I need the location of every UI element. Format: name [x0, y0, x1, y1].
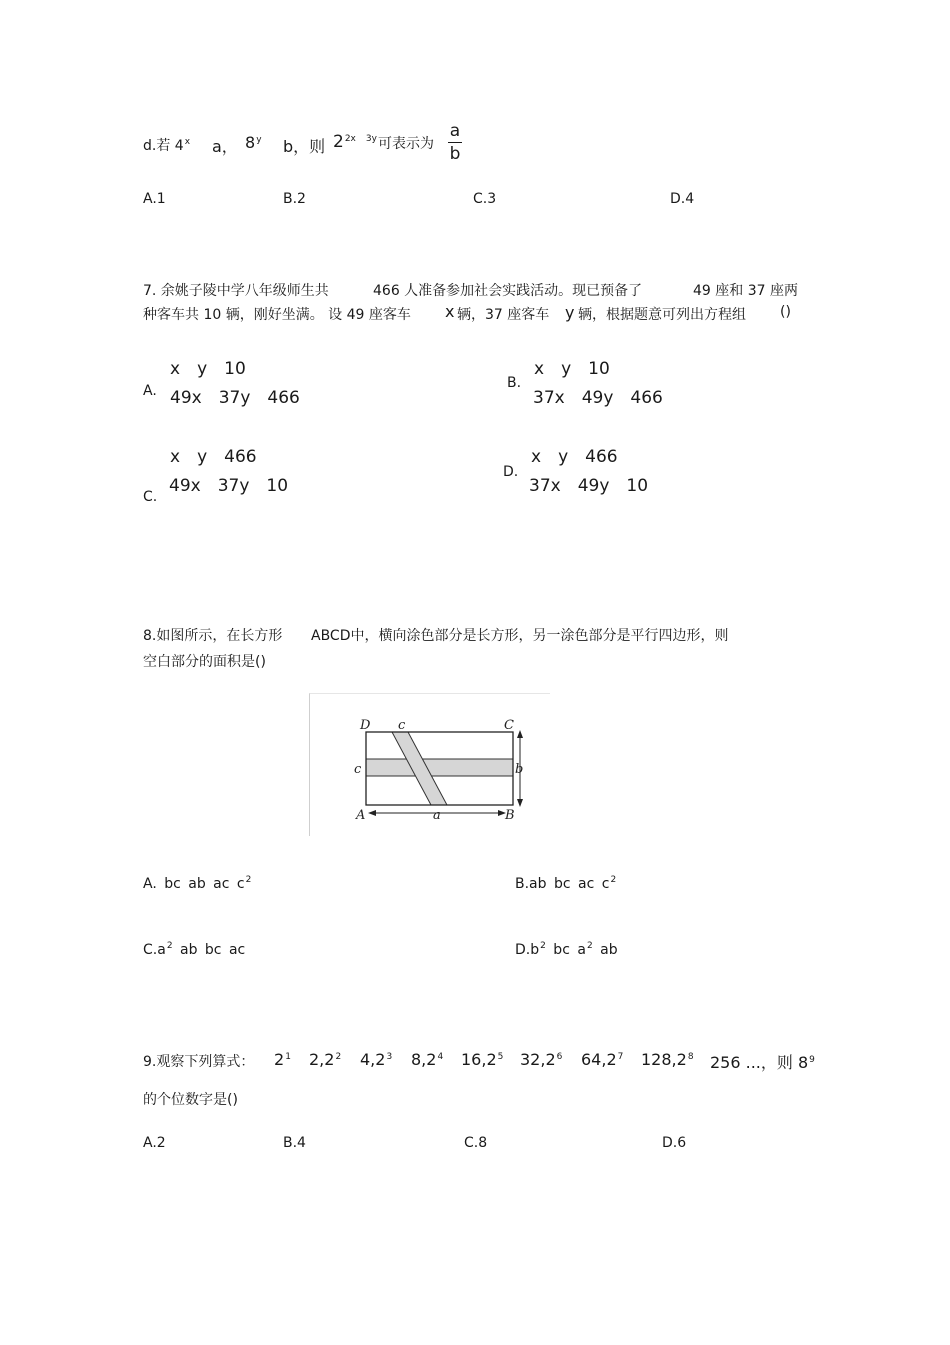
q6-prefix: d.若 4	[143, 138, 184, 154]
q7-line2-b: 辆，37 座客车	[457, 307, 550, 323]
rectangle-figure	[309, 693, 550, 836]
q6-option-a: A.1	[143, 191, 166, 207]
q9-term-4: $8,2^4$	[411, 1050, 444, 1069]
label-c-left: c	[354, 762, 362, 777]
q7-line2-a: 种客车共 10 辆，刚好坐满。 设 49 座客车	[143, 307, 411, 323]
q8-option-b: B.ab bc ac $c^2$	[515, 875, 617, 892]
q9-prefix: 9.观察下列算式：	[143, 1054, 255, 1070]
q8-line2: 空白部分的面积是()	[143, 654, 266, 670]
q6-option-d: D.4	[670, 191, 695, 207]
q6-eight: 8$^y$	[245, 133, 262, 152]
q7-option-c-row2: 49x 37y 10	[169, 476, 289, 496]
q7-line1-a: 7. 余姚子陵中学八年级师生共	[143, 283, 329, 299]
q7-line2-c: 辆，根据题意可列出方程组	[578, 307, 746, 323]
q8-line1-a: 8.如图所示，在长方形	[143, 628, 283, 644]
q7-line2-y: y	[565, 303, 575, 322]
q9-term-2: $2,2^2$	[309, 1050, 342, 1069]
q6-option-b: B.2	[283, 191, 306, 207]
label-a: A	[356, 808, 366, 823]
q6-option-c: C.3	[473, 191, 497, 207]
q6-a: a，	[212, 137, 238, 156]
q6-fraction	[448, 121, 462, 164]
fraction-bar	[448, 142, 462, 143]
q8-option-d: $D.b^2$ bc $a^2$ ab	[515, 941, 618, 958]
q9-term-3: $4,2^3$	[360, 1050, 393, 1069]
q8-option-c: $C.a^2$ ab bc ac	[143, 941, 246, 958]
q7-option-d-label: D.	[503, 464, 519, 480]
b-arrow-head-top	[517, 730, 523, 738]
q7-option-b-row2: 37x 49y 466	[533, 388, 663, 408]
q7-option-b-row1: x y 10	[534, 359, 610, 379]
q7-line1-b: 466 人准备参加社会实践活动。现已预备了	[373, 283, 643, 299]
q7-option-d-row1: x y 466	[531, 447, 618, 467]
q9-term-6: 32,2$^6$	[520, 1050, 563, 1069]
q9-term-8: 128,2$^8$	[641, 1050, 694, 1069]
q9-line2: 的个位数字是()	[143, 1092, 238, 1108]
q7-option-a-label: A.	[143, 383, 157, 399]
q6-can-be: 可表示为	[378, 136, 434, 152]
q6-frac-den: b	[449, 144, 461, 164]
q9-option-c: C.8	[464, 1135, 488, 1151]
q8-option-a: A. bc ab ac $c^2$	[143, 875, 252, 892]
q6-frac-num: a	[449, 121, 461, 141]
q9-option-a: A.2	[143, 1135, 166, 1151]
q7-option-b-label: B.	[507, 375, 522, 391]
q9-term-1: $2^1$	[274, 1050, 291, 1069]
q7-option-d-row2: 37x 49y 10	[529, 476, 649, 496]
q6-stem: d.若 4$^x$	[143, 137, 191, 154]
horizontal-band	[366, 759, 513, 776]
q9-term-5: 16,2$^5$	[461, 1050, 504, 1069]
q7-line2-paren: ()	[780, 304, 791, 320]
label-a-length: a	[433, 808, 441, 823]
label-c-top: c	[398, 718, 406, 733]
q9-term-7: 64,2$^7$	[581, 1050, 624, 1069]
q9-option-d: D.6	[662, 1135, 687, 1151]
label-b-corner: B	[505, 808, 515, 823]
label-c: C	[504, 718, 514, 733]
q7-option-c-row1: x y 466	[170, 447, 257, 467]
q7-option-a-row1: x y 10	[170, 359, 246, 379]
q8-line1-b: ABCD中，横向涂色部分是长方形，另一涂色部分是平行四边形，则	[311, 628, 729, 644]
b-arrow-head-bottom	[517, 799, 523, 807]
q6-b: b，则	[283, 137, 326, 156]
q7-option-c-label: C.	[143, 489, 158, 505]
q7-line1-c: 49 座和 37 座两	[693, 283, 798, 299]
a-arrow-head-left	[368, 810, 376, 816]
label-b: b	[515, 762, 524, 777]
label-d: D	[360, 718, 371, 733]
q7-option-a-row2: 49x 37y 466	[170, 388, 300, 408]
q9-option-b: B.4	[283, 1135, 306, 1151]
q7-line2-x: x	[445, 302, 455, 321]
rectangle-diagram	[310, 694, 550, 836]
q6-two-power: $2^{2x}$ $^{3y}$	[333, 132, 377, 152]
q9-tail: 256 ...，则 $8^9$	[710, 1053, 815, 1072]
